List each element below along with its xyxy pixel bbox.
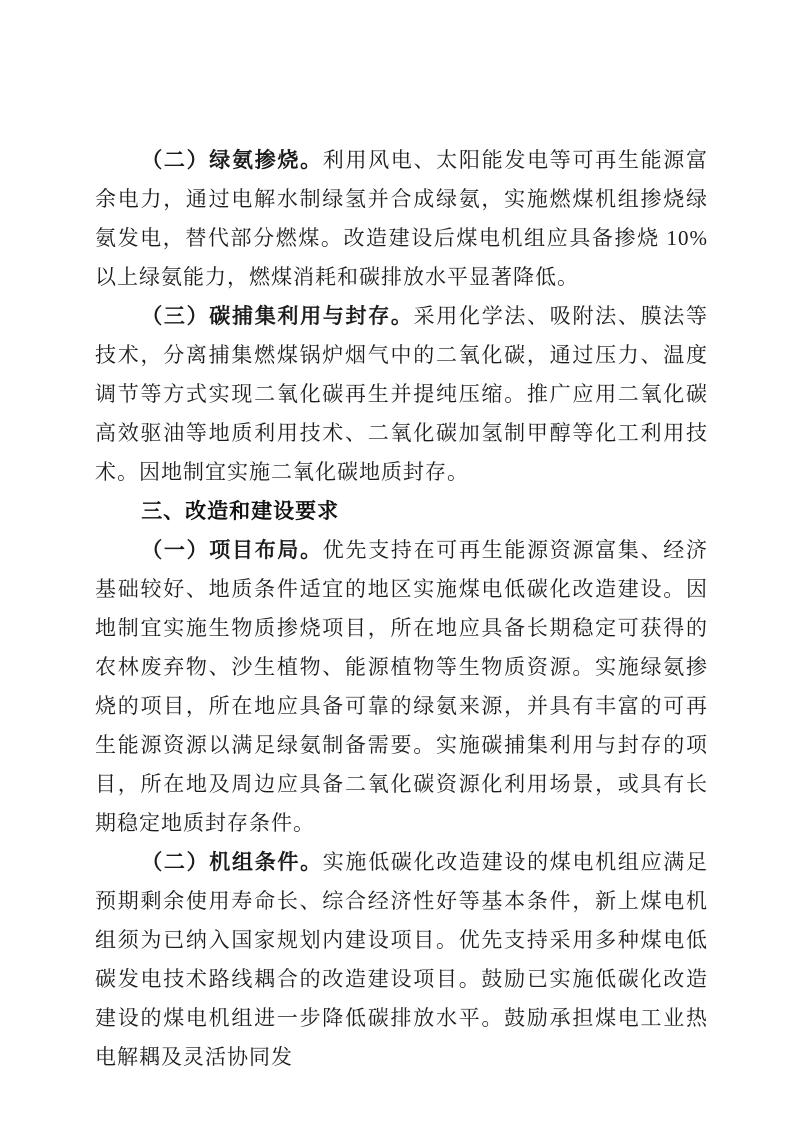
paragraph-unit-conditions (95, 843, 708, 1077)
section-heading-renovation-requirements: 三、改造和建设要求 (141, 500, 340, 523)
paragraph-carbon-capture-storage (95, 297, 708, 492)
paragraph-text: 实施低碳化改造建设的煤电机组应满足预期剩余使用寿命长、综合经济性好等基本条件，新上煤电机组须为已纳入国家规划内建设项目。优先支持采用多种煤电低碳发电技术路线耦合的改造建设项目。鼓励已实施低碳化改造建设的煤电机组进一步降低碳排放水平。鼓励承担煤电工业热电解耦及灵活协同发 (95, 850, 709, 1069)
paragraph-green-ammonia-cofiring (95, 141, 708, 297)
paragraph-lead: （三）碳捕集利用与封存。 (141, 304, 414, 328)
paragraph-project-layout (95, 531, 708, 843)
paragraph-text: 采用化学法、吸附法、膜法等技术，分离捕集燃煤锅炉烟气中的二氧化碳，通过压力、温度调节等方式实现二氧化碳再生并提纯压缩。推广应用二氧化碳高效驱油等地质利用技术、二氧化碳加氢制甲醇等化工利用技术。因地制宜实施二氧化碳地质封存。 (95, 304, 708, 484)
paragraph-lead: （一）项目布局。 (141, 538, 323, 562)
paragraph-text: 优先支持在可再生能源资源富集、经济基础较好、地质条件适宜的地区实施煤电低碳化改造建设。因地制宜实施生物质掺烧项目，所在地应具备长期稳定可获得的农林废弃物、沙生植物、能源植物等生物质资源。实施绿氨掺烧的项目，所在地应具备可靠的绿氨来源，并具有丰富的可再生能源资源以满足绿氨制备需要。实施碳捕集利用与封存的项目，所在地及周边应具备二氧化碳资源化利用场景，或具有长期稳定地质封存条件。 (95, 538, 709, 835)
paragraph-lead: （二）机组条件。 (141, 850, 323, 874)
paragraph-text: 利用风电、太阳能发电等可再生能源富余电力，通过电解水制绿氢并合成绿氨，实施燃煤机组掺烧绿氨发电，替代部分燃煤。改造建设后煤电机组应具备掺烧 10%以上绿氨能力，燃煤消耗和碳排放水平显著降低。 (95, 148, 709, 289)
paragraph-lead: （二）绿氨掺烧。 (141, 148, 323, 172)
